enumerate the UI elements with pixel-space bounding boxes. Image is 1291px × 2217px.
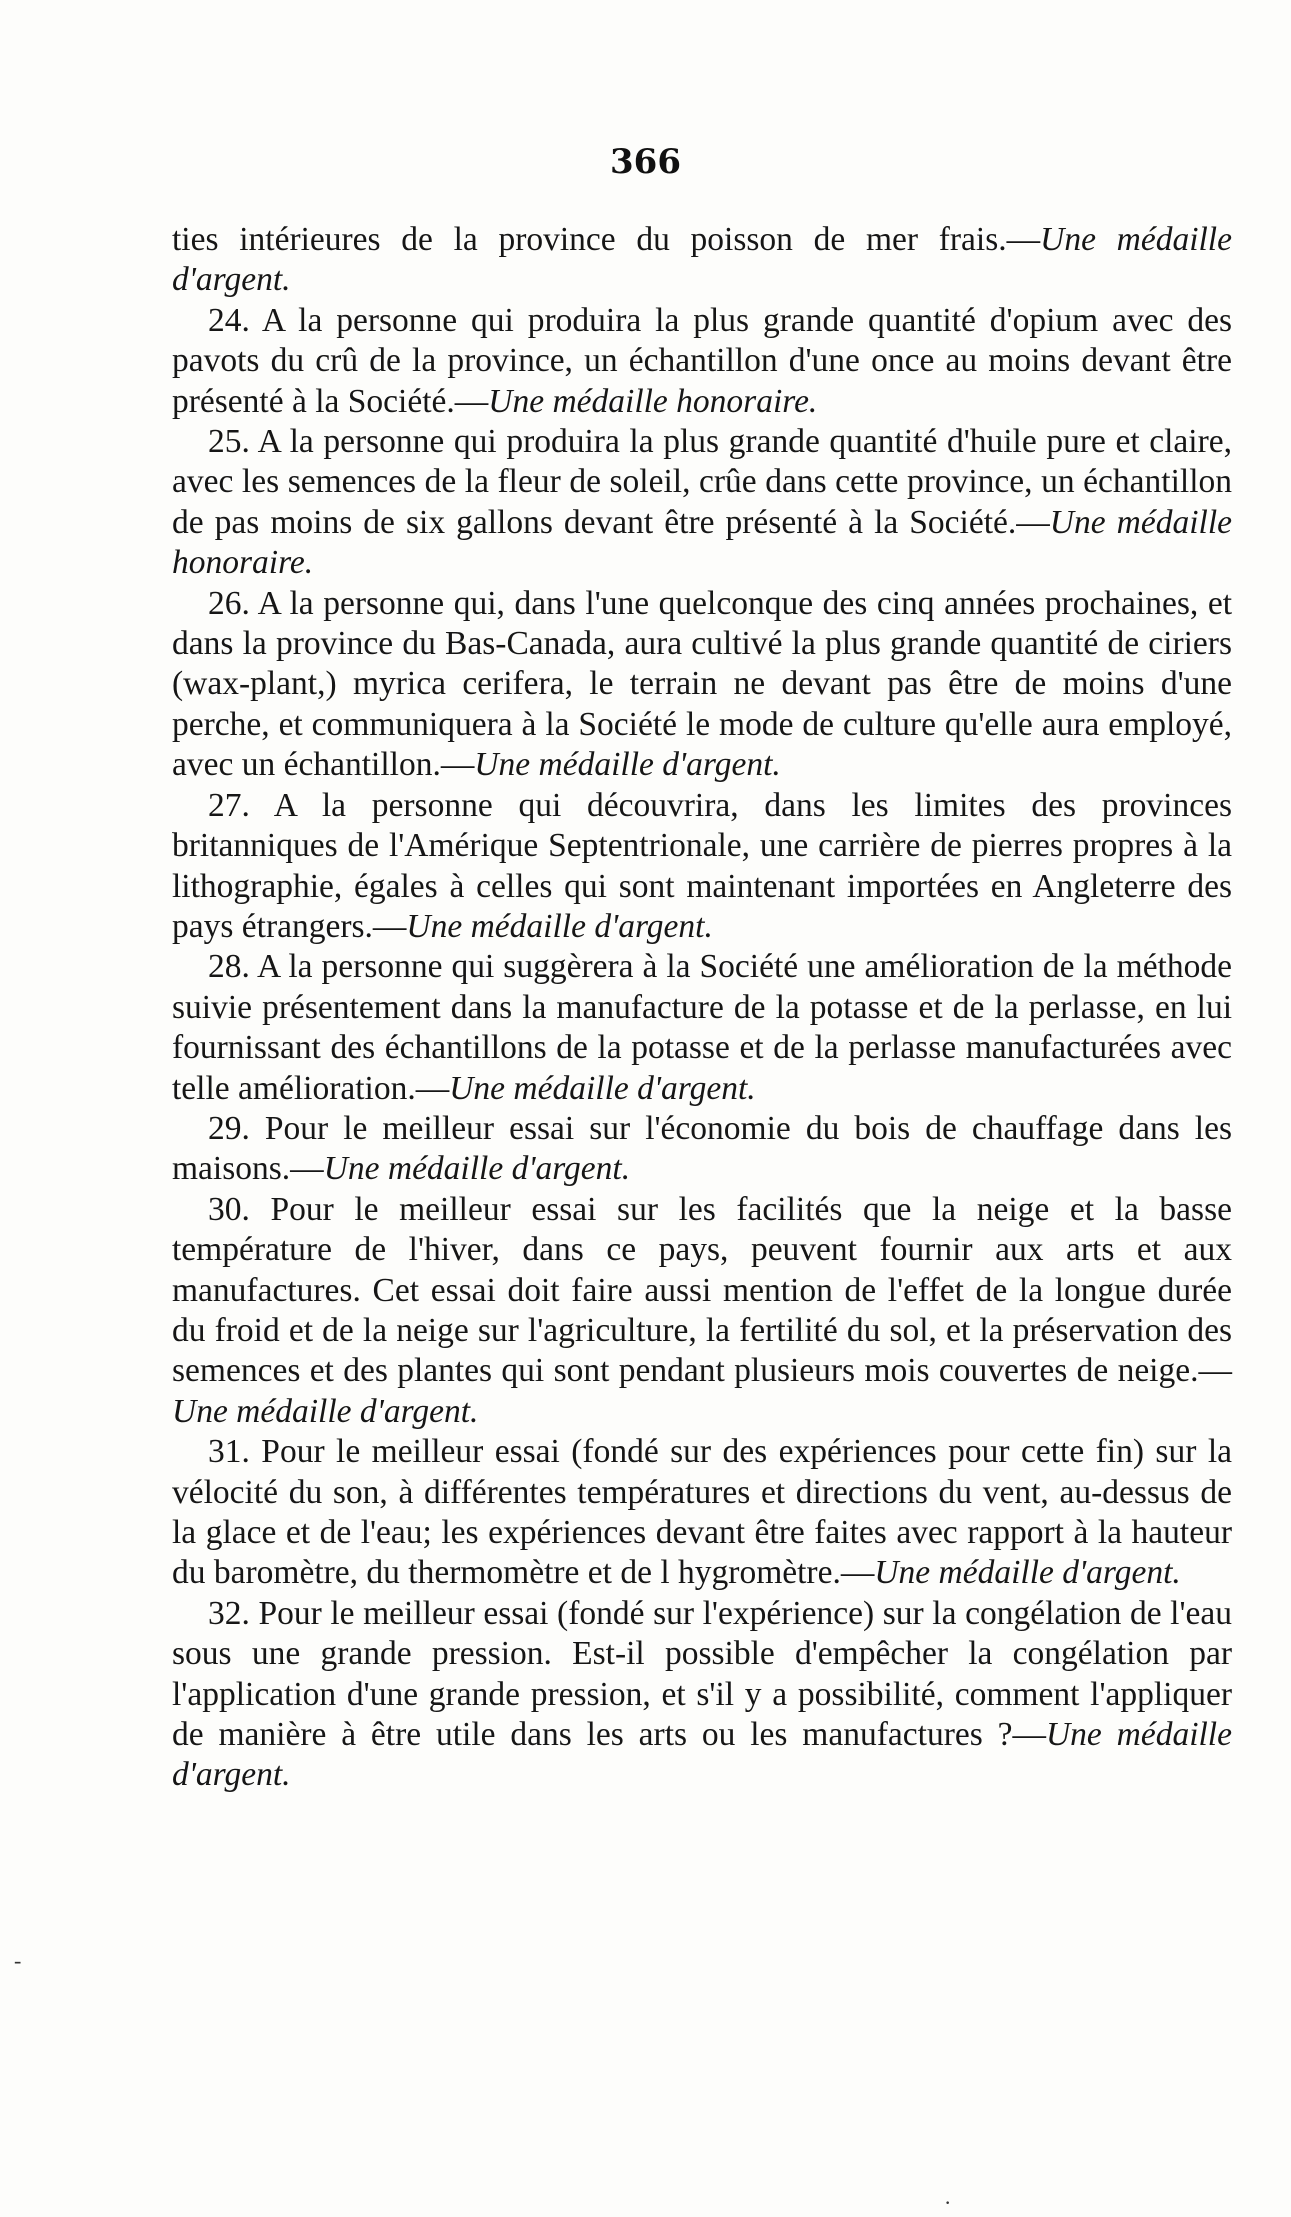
award-text: Une médaille d'argent. — [172, 221, 1232, 299]
paragraph-27 — [172, 786, 1232, 948]
paragraph-text: 25. A la personne qui produira la plus grande quantité d'huile pure et claire, avec les semences de la fleur de soleil, crûe dans cette province, un échantillon de pas moins de six gallons devant être présenté à la Société.— — [172, 423, 1232, 541]
award-text: Une médaille d'argent. — [874, 1554, 1181, 1592]
paragraph-text: 31. Pour le meilleur essai (fondé sur des expériences pour cette fin) sur la vélocité du son, à différentes températures et directions du vent, au-dessus de la glace et de l'eau; les expériences devant être faites avec rapport à la hauteur du baromètre, du thermomètre et de l hygromètre.— — [172, 1433, 1232, 1592]
paragraph-continuation — [172, 220, 1232, 301]
award-text: Une médaille honoraire. — [172, 503, 1232, 582]
award-text: Une médaille d'argent. — [323, 1150, 631, 1188]
paragraph-text: 30. Pour le meilleur essai sur les facilités que la neige et la basse température de l'hiver, dans ce pays, peuvent fournir aux arts et aux manufactures. Cet essai doit faire aussi mention de l'effet de la longue durée du froid et de la neige sur l'agriculture, la fertilité du sol, et la préservation des semences et des plantes qui sont pendant plusieurs mois couvertes de neige.— — [172, 1190, 1232, 1390]
award-text: Une médaille d'argent. — [172, 1716, 1232, 1794]
paragraph-29 — [172, 1109, 1232, 1190]
award-text: Une médaille honoraire. — [488, 382, 818, 420]
paragraph-text: 27. A la personne qui découvrira, dans les limites des provinces britanniques de l'Amérique Septentrionale, une carrière de pierres propres à la lithographie, égales à celles qui sont maintenant importées en Angleterre des pays étrangers.— — [172, 786, 1232, 945]
paragraph-25 — [172, 422, 1232, 584]
award-text: Une médaille d'argent. — [172, 1392, 479, 1430]
award-text: Une médaille d'argent. — [449, 1069, 756, 1107]
paragraph-28 — [172, 947, 1232, 1109]
award-text: Une médaille d'argent. — [406, 907, 713, 945]
paragraph-32 — [172, 1594, 1232, 1796]
scan-speck: · — [944, 2190, 952, 2215]
page-number: 366 — [610, 142, 681, 182]
paragraph-24 — [172, 301, 1232, 422]
paragraph-text: 24. A la personne qui produira la plus grande quantité d'opium avec des pavots du crû de la province, un échantillon d'une once au moins devant être présenté à la Société.— — [172, 301, 1232, 420]
body-text — [172, 220, 1232, 1796]
paragraph-text: 32. Pour le meilleur essai (fondé sur l'expérience) sur la congélation de l'eau sous une grande pression. Est-il possible d'empêcher la congélation par l'application d'une grande pression, et s'il y a possibilité, comment l'appliquer de manière à être utile dans les arts ou les manufactures ?— — [172, 1594, 1232, 1754]
paragraph-text: 28. A la personne qui suggèrera à la Société une amélioration de la méthode suivie présentement dans la manufacture de la potasse et de la perlasse, en lui fournissant des échantillons de la potasse et de la perlasse manufacturées avec telle amélioration.— — [172, 948, 1232, 1107]
paragraph-26 — [172, 584, 1232, 786]
paragraph-text: 26. A la personne qui, dans l'une quelconque des cinq années prochaines, et dans la province du Bas-Canada, aura cultivé la plus grande quantité de ciriers (wax-plant,) myrica cerifera, le terrain ne devant pas être de moins d'une perche, et communiquera à la Société le mode de culture qu'elle aura employé, avec un échantillon.— — [172, 584, 1232, 784]
paragraph-text: 29. Pour le meilleur essai sur l'économie du bois de chauffage dans les maisons.— — [172, 1109, 1232, 1188]
paragraph-30 — [172, 1190, 1232, 1432]
award-text: Une médaille d'argent. — [474, 746, 781, 784]
paragraph-31 — [172, 1432, 1232, 1594]
scan-speck: - — [14, 1948, 22, 1973]
paragraph-text: ties intérieures de la province du poisson de mer frais.— — [172, 221, 1041, 258]
